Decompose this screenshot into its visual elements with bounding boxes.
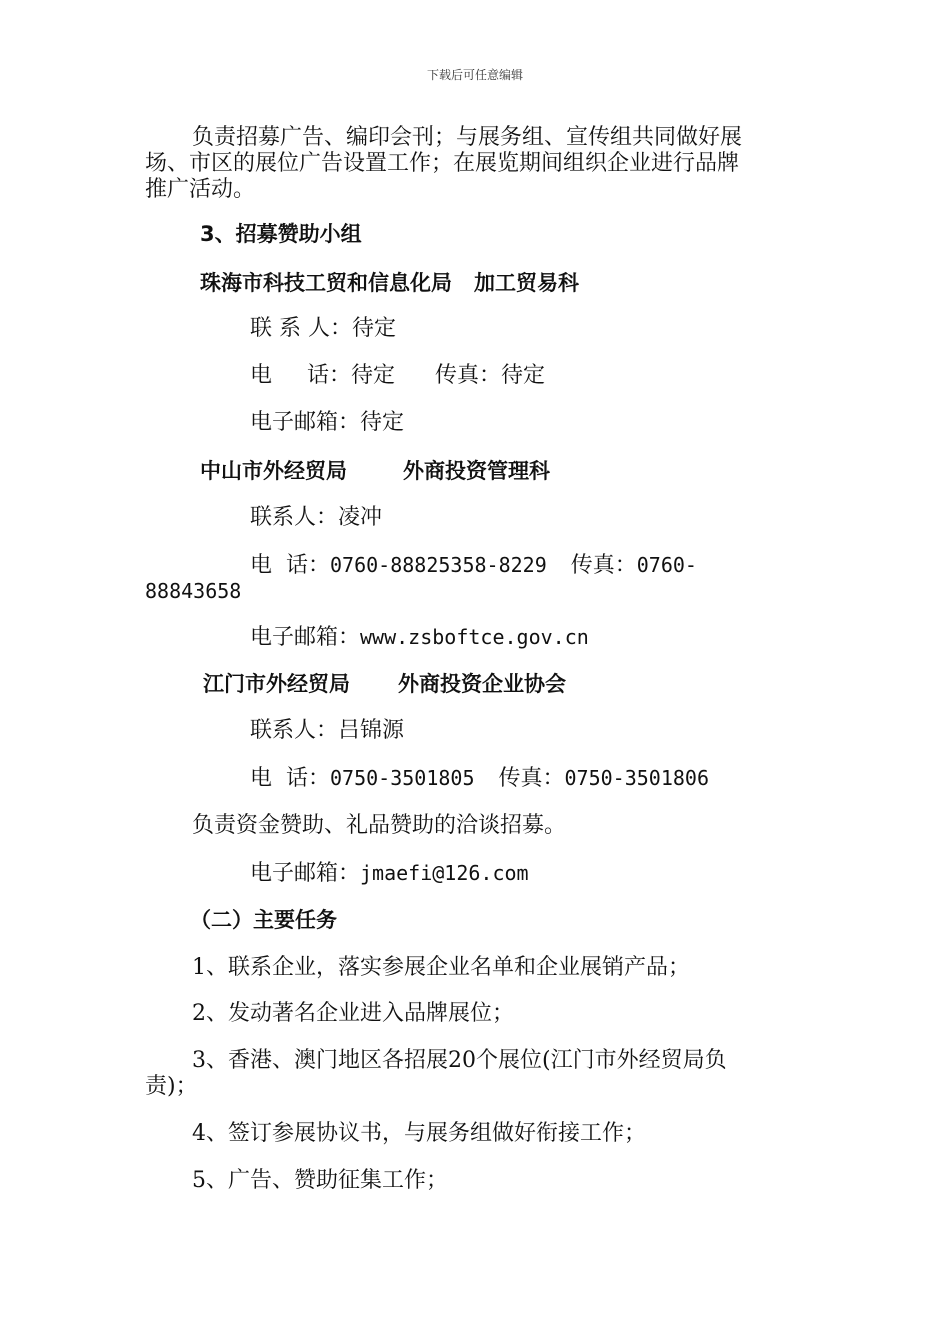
- email-label: 电子邮箱：: [250, 861, 361, 886]
- dept-name: 外商投资企业协会: [398, 672, 566, 696]
- task-item-1: 1、联系企业，落实参展企业名单和企业展销产品；: [192, 955, 690, 980]
- duty-line-jiangmen: 负责资金赞助、礼品赞助的洽谈招募。: [192, 813, 567, 838]
- phone-value: 0760-88825358-8229: [330, 553, 547, 577]
- phone-line-jiangmen: [250, 765, 709, 792]
- contact-value: 待定: [352, 316, 397, 341]
- email-line-jiangmen: [250, 860, 529, 887]
- org-name: 中山市外经贸局: [200, 459, 347, 483]
- intro-line-3: 推广活动。: [145, 177, 256, 202]
- fax-value: 待定: [501, 363, 546, 388]
- org-heading-zhongshan: [200, 458, 550, 484]
- org-name: 珠海市科技工贸和信息化局: [200, 271, 452, 295]
- page-header: 下载后可任意编辑: [426, 68, 523, 82]
- contact-label: 联系人：: [250, 718, 339, 743]
- contact-line-jiangmen: [250, 718, 404, 744]
- email-line-zhuhai: [250, 410, 404, 436]
- task-item-3-line-2: 责)；: [145, 1074, 198, 1099]
- email-value: www.zsboftce.gov.cn: [360, 625, 589, 649]
- phone-line-zhongshan: [250, 552, 697, 579]
- tasks-heading: （二）主要任务: [190, 908, 337, 932]
- fax-value: 0750-3501806: [564, 766, 710, 790]
- fax-value: 0760-: [636, 553, 697, 577]
- email-label: 电子邮箱：: [250, 410, 361, 435]
- intro-line-1: 负责招募广告、编印会刊；与展务组、宣传组共同做好展: [192, 125, 743, 150]
- dept-name: 加工贸易科: [474, 271, 579, 295]
- contact-value: 凌冲: [338, 505, 383, 530]
- phone-label: 电 话：: [250, 766, 330, 791]
- task-item-3-line-1: 3、香港、澳门地区各招展20个展位(江门市外经贸局负: [192, 1048, 727, 1073]
- email-value: 待定: [360, 410, 405, 435]
- phone-line-zhuhai: [250, 363, 545, 389]
- email-label: 电子邮箱：: [250, 625, 361, 650]
- email-value: jmaefi@126.com: [360, 861, 529, 885]
- contact-line-zhongshan: [250, 505, 382, 531]
- phone-value: 待定: [350, 363, 395, 388]
- contact-label: 联系人：: [250, 505, 339, 530]
- fax-label: 传真：: [570, 553, 637, 578]
- org-name: 江门市外经贸局: [203, 672, 350, 696]
- fax-value-continued: 88843658: [145, 579, 242, 603]
- task-item-5: 5、广告、赞助征集工作；: [192, 1168, 448, 1193]
- contact-line-zhuhai: [250, 316, 396, 342]
- phone-label: 电 话：: [250, 553, 330, 578]
- dept-name: 外商投资管理科: [403, 459, 550, 483]
- fax-label: 传真：: [498, 766, 565, 791]
- fax-label: 传真：: [434, 363, 501, 388]
- org-heading-jiangmen: [203, 671, 566, 697]
- contact-value: 吕锦源: [338, 718, 405, 743]
- section-heading: 3、招募赞助小组: [200, 222, 362, 246]
- task-item-2: 2、发动著名企业进入品牌展位；: [192, 1001, 514, 1026]
- contact-label: 联 系 人：: [250, 316, 352, 341]
- intro-line-2: 场、市区的展位广告设置工作；在展览期间组织企业进行品牌: [145, 151, 740, 176]
- task-item-4: 4、签订参展协议书，与展务组做好衔接工作；: [192, 1121, 646, 1146]
- phone-label: 电 话：: [250, 363, 351, 388]
- phone-value: 0750-3501805: [330, 766, 475, 790]
- email-line-zhongshan: [250, 624, 589, 651]
- org-heading-zhuhai: [200, 270, 579, 296]
